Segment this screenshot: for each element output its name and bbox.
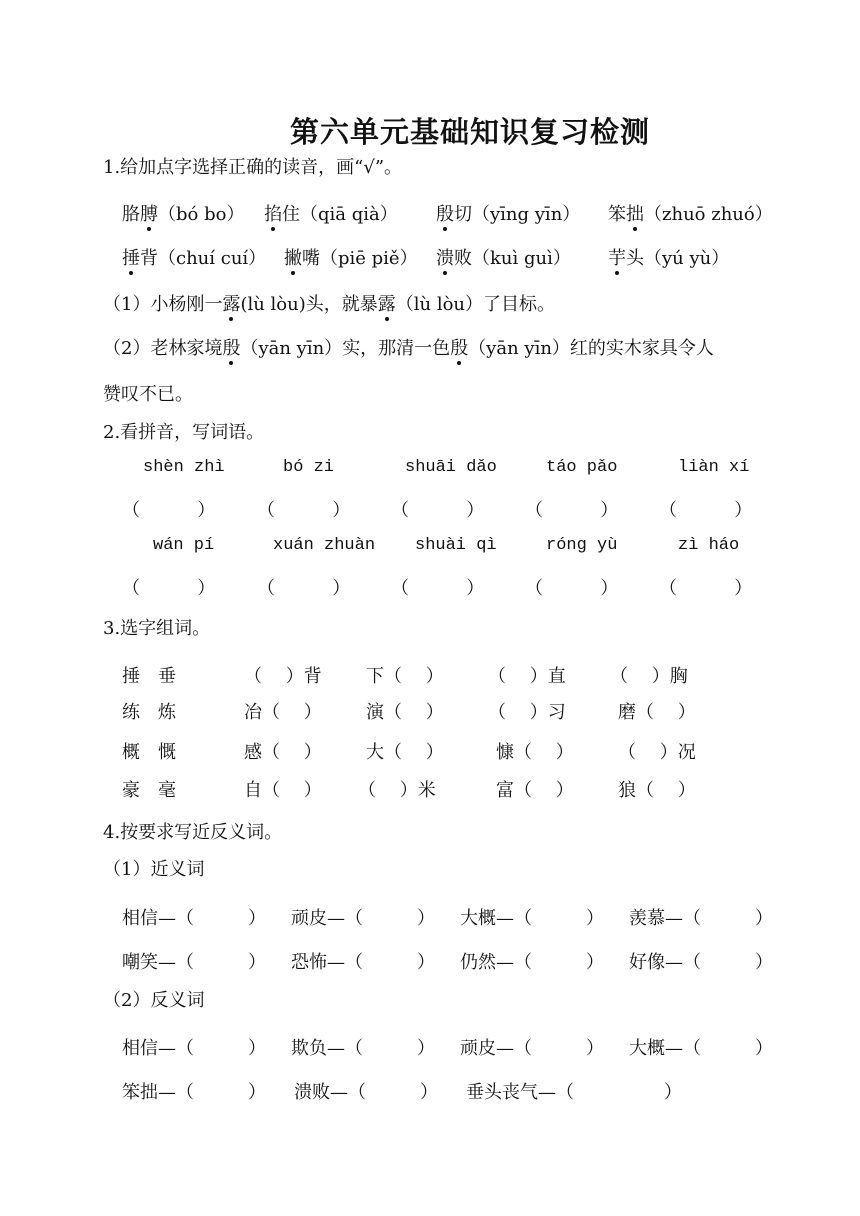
word-blank[interactable]: 磨（ ） bbox=[618, 702, 696, 723]
word-blank[interactable]: （ ）况 bbox=[618, 742, 696, 763]
antonym-blank[interactable]: 相信—（ ） bbox=[122, 1038, 266, 1059]
question-4-heading: 4.按要求写近反义词。 bbox=[103, 822, 283, 843]
char-pair: 捶 垂 bbox=[122, 666, 176, 687]
word-blank[interactable]: 慷（ ） bbox=[496, 742, 574, 763]
page-title: 第六单元基础知识复习检测 bbox=[290, 115, 651, 149]
q1-sentence-2-continued: 赞叹不已。 bbox=[103, 384, 193, 405]
pinyin-item: 芋头（yú yù） bbox=[608, 244, 729, 270]
answer-blank[interactable]: （ ） bbox=[257, 500, 351, 521]
question-3-heading: 3.选字组词。 bbox=[103, 618, 211, 639]
q1-sentence-2: （2）老林家境殷（yān yīn）实，那清一色殷（yān yīn）红的实木家具令人 bbox=[103, 334, 714, 360]
word-blank[interactable]: 狼（ ） bbox=[618, 780, 696, 801]
word-blank[interactable]: （ ）直 bbox=[488, 666, 566, 687]
antonym-blank[interactable]: 垂头丧气—（ ） bbox=[466, 1082, 682, 1103]
synonym-blank[interactable]: 顽皮—（ ） bbox=[291, 908, 435, 929]
pinyin-prompt: shèn zhì bbox=[143, 458, 225, 477]
antonyms-subheading: （2）反义词 bbox=[103, 990, 205, 1011]
char-pair: 豪 毫 bbox=[122, 780, 176, 801]
question-2-heading: 2.看拼音，写词语。 bbox=[103, 422, 265, 443]
q1-sentence-1: （1）小杨刚一露(lù lòu)头，就暴露（lù lòu）了目标。 bbox=[103, 290, 555, 316]
pinyin-item: 溃败（kuì guì） bbox=[436, 244, 571, 270]
answer-blank[interactable]: （ ） bbox=[391, 500, 485, 521]
answer-blank[interactable]: （ ） bbox=[659, 578, 753, 599]
pinyin-prompt: bó zi bbox=[283, 458, 335, 477]
word-blank[interactable]: 冶（ ） bbox=[244, 702, 322, 723]
synonym-blank[interactable]: 仍然—（ ） bbox=[460, 952, 604, 973]
answer-blank[interactable]: （ ） bbox=[659, 500, 753, 521]
antonym-blank[interactable]: 大概—（ ） bbox=[629, 1038, 773, 1059]
word-blank[interactable]: 下（ ） bbox=[366, 666, 444, 687]
word-blank[interactable]: 大（ ） bbox=[366, 742, 444, 763]
synonym-blank[interactable]: 嘲笑—（ ） bbox=[122, 952, 266, 973]
pinyin-prompt: wán pí bbox=[153, 536, 215, 555]
answer-blank[interactable]: （ ） bbox=[525, 578, 619, 599]
synonym-blank[interactable]: 大概—（ ） bbox=[460, 908, 604, 929]
pinyin-item: 胳膊（bó bo） bbox=[122, 200, 244, 226]
question-1-heading: 1.给加点字选择正确的读音，画“√”。 bbox=[103, 157, 403, 178]
antonym-blank[interactable]: 溃败—（ ） bbox=[294, 1082, 438, 1103]
word-blank[interactable]: （ ）米 bbox=[358, 780, 436, 801]
answer-blank[interactable]: （ ） bbox=[391, 578, 485, 599]
synonym-blank[interactable]: 羡慕—（ ） bbox=[629, 908, 773, 929]
answer-blank[interactable]: （ ） bbox=[122, 500, 216, 521]
pinyin-item: 撇嘴（piē piě） bbox=[284, 244, 418, 270]
word-blank[interactable]: 演（ ） bbox=[366, 702, 444, 723]
pinyin-prompt: zì háo bbox=[678, 536, 740, 555]
pinyin-item: 殷切（yīng yīn） bbox=[436, 200, 580, 226]
pinyin-prompt: liàn xí bbox=[678, 458, 750, 477]
pinyin-prompt: shuài qì bbox=[415, 536, 497, 555]
synonym-blank[interactable]: 相信—（ ） bbox=[122, 908, 266, 929]
antonym-blank[interactable]: 欺负—（ ） bbox=[291, 1038, 435, 1059]
synonym-blank[interactable]: 恐怖—（ ） bbox=[291, 952, 435, 973]
char-pair: 概 慨 bbox=[122, 742, 176, 763]
synonyms-subheading: （1）近义词 bbox=[103, 859, 205, 880]
pinyin-prompt: róng yù bbox=[546, 536, 618, 555]
answer-blank[interactable]: （ ） bbox=[122, 578, 216, 599]
answer-blank[interactable]: （ ） bbox=[525, 500, 619, 521]
pinyin-item: 掐住（qiā qià） bbox=[264, 200, 398, 226]
pinyin-prompt: táo pǎo bbox=[546, 458, 618, 477]
pinyin-item: 笨拙（zhuō zhuó） bbox=[608, 200, 773, 226]
char-pair: 练 炼 bbox=[122, 702, 176, 723]
word-blank[interactable]: （ ）习 bbox=[488, 702, 566, 723]
answer-blank[interactable]: （ ） bbox=[257, 578, 351, 599]
antonym-blank[interactable]: 笨拙—（ ） bbox=[122, 1082, 266, 1103]
pinyin-prompt: xuán zhuàn bbox=[273, 536, 376, 555]
pinyin-item: 捶背（chuí cuí） bbox=[122, 244, 266, 270]
synonym-blank[interactable]: 好像—（ ） bbox=[629, 952, 773, 973]
word-blank[interactable]: 自（ ） bbox=[244, 780, 322, 801]
word-blank[interactable]: 感（ ） bbox=[244, 742, 322, 763]
word-blank[interactable]: （ ）背 bbox=[244, 666, 322, 687]
pinyin-prompt: shuāi dǎo bbox=[405, 458, 497, 477]
antonym-blank[interactable]: 顽皮—（ ） bbox=[460, 1038, 604, 1059]
word-blank[interactable]: 富（ ） bbox=[496, 780, 574, 801]
word-blank[interactable]: （ ）胸 bbox=[610, 666, 688, 687]
